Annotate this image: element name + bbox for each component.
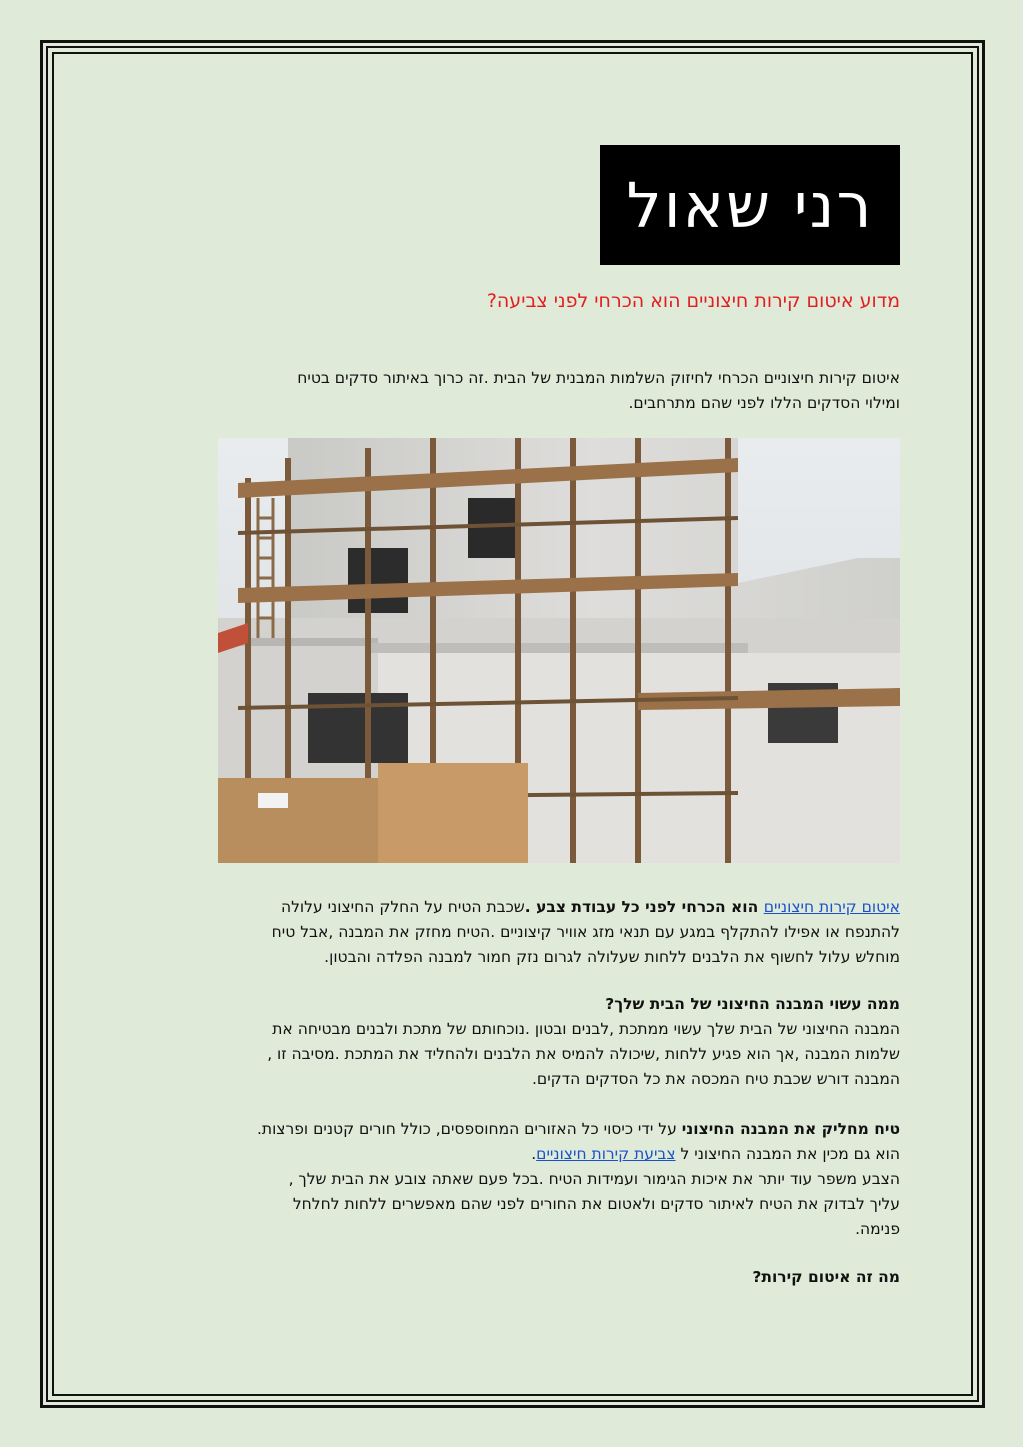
section-1-line-1-rest: שכבת הטיח על החלק החיצוני עלולה	[280, 898, 525, 916]
section-3-line-5: פנימה.	[855, 1220, 900, 1238]
section-2-line-1: המבנה החיצוני של הבית שלך עשוי ממתכת ,לבנים ובטון .נוכחותם של מתכת ולבנים מבטיחה את	[272, 1020, 900, 1038]
section-4-heading: מה זה איטום קירות?	[752, 1268, 900, 1286]
section-3	[120, 1117, 900, 1242]
section-2-heading: ממה עשוי המבנה החיצוני של הבית שלך?	[605, 995, 900, 1013]
section-2	[120, 992, 900, 1092]
section-3-line-3: הצבע משפר עוד יותר את איכות הגימור ועמידות הטיח .בכל פעם שאתה צובע את הבית שלך ,	[288, 1170, 900, 1188]
intro-line-2: ומילוי הסדקים הללו לפני שהם מתרחבים.	[628, 394, 900, 412]
exterior-wall-sealing-link[interactable]: איטום קירות חיצוניים	[763, 898, 900, 916]
section-2-line-3: המבנה דורש שכבת טיח המכסה את כל הסדקים הדקים.	[532, 1070, 900, 1088]
intro-paragraph	[120, 366, 900, 416]
section-3-line-1-rest: על ידי כיסוי כל האזורים המחוספסים, כולל חורים קטנים ופרצות.	[256, 1120, 682, 1138]
section-3-bold: טיח מחליק את המבנה החיצוני	[681, 1120, 900, 1138]
section-3-line-2-prefix: הוא גם מכין את המבנה החיצוני ל	[675, 1145, 900, 1163]
section-4	[120, 1265, 900, 1290]
section-1-line-2: להתנפח או אפילו להתקלף במגע עם תנאי מזג אוויר קיצוניים .הטיח מחזק את המבנה ,אבל טיח	[271, 923, 900, 941]
exterior-wall-painting-link[interactable]: צביעת קירות חיצוניים	[536, 1145, 676, 1163]
page-title: מדוע איטום קירות חיצוניים הוא הכרחי לפני צביעה?	[486, 290, 900, 312]
section-1	[120, 895, 900, 970]
section-1-bold: הוא הכרחי לפני כל עבודת צבע .	[524, 898, 764, 916]
section-3-line-2-suffix: .	[531, 1145, 537, 1163]
scaffolding-photo	[218, 438, 900, 863]
section-3-line-4: עליך לבדוק את הטיח לאיתור סדקים ולאטום את החורים לפני שהם מאפשרים ללחות לחלחל	[292, 1195, 900, 1213]
section-1-line-3: מוחלש עלול לחשוף את הלבנים ללחות שעלולה לגרום נזק חמור למבנה הפלדה והבטון.	[324, 948, 900, 966]
logo: רני שאול	[600, 145, 900, 265]
intro-line-1: איטום קירות חיצוניים הכרחי לחיזוק השלמות המבנית של הבית .זה כרוך באיתור סדקים בטיח	[297, 369, 900, 387]
section-2-line-2: שלמות המבנה ,אך הוא פגיע ללחות ,שיכולה להמיס את הלבנים ולהחליד את המתכת .מסיבה זו ,	[267, 1045, 900, 1063]
